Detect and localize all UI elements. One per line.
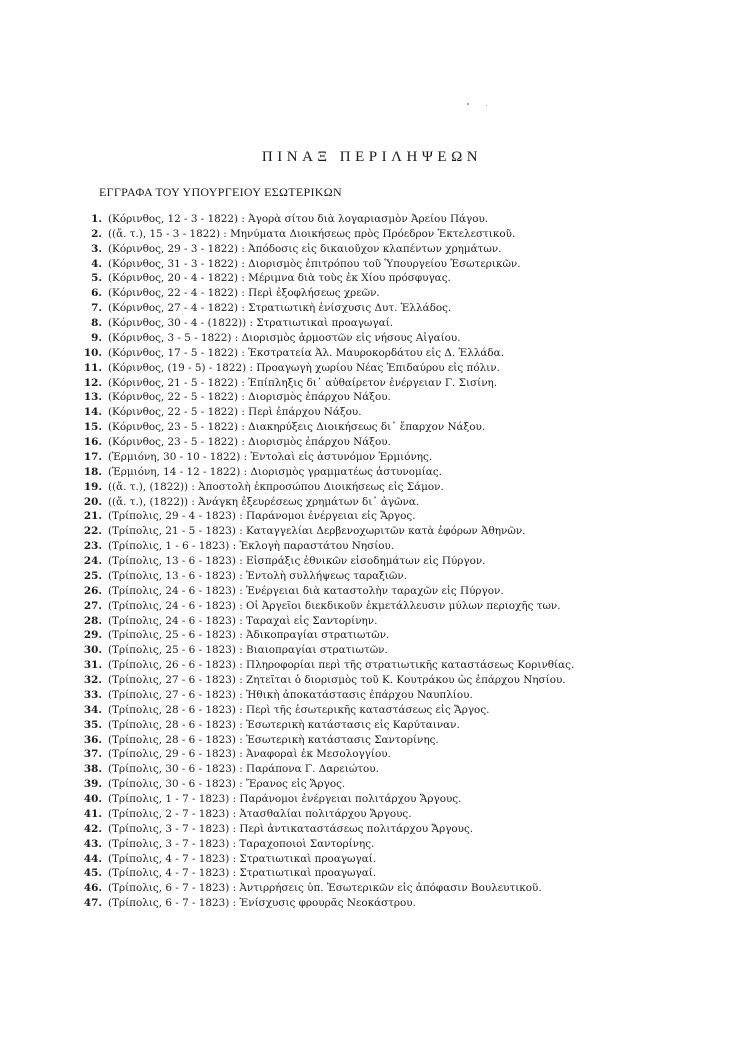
scan-speck xyxy=(486,105,487,106)
entry-summary: (Τρίπολις, 25 - 6 - 1823) : Ἀδικοπραγίαι στρατιωτῶν. xyxy=(108,629,390,642)
entry-number: 22. xyxy=(83,525,102,538)
entry-summary: (Τρίπολις, 26 - 6 - 1823) : Πληροφορίαι περὶ τῆς στρατιωτικῆς καταστάσεως Κορινθίας. xyxy=(108,659,575,672)
entry-summary: (Κόρινθος, 12 - 3 - 1822) : Ἀγορὰ σίτου διὰ λογαριασμὸν Ἀρείου Πάγου. xyxy=(108,212,489,225)
entry-summary: (Τρίπολις, 29 - 6 - 1823) : Ἀναφοραὶ ἐκ Μεσολογγίου. xyxy=(108,748,391,761)
entry-number: 7. xyxy=(91,302,102,315)
entry-summary: (Τρίπολις, 28 - 6 - 1823) : Περὶ τῆς ἐσωτερικῆς καταστάσεως εἰς Ἄργος. xyxy=(108,703,490,716)
list-item xyxy=(78,478,678,493)
list-item xyxy=(78,329,678,344)
page-title: ΠΙΝΑΞ ΠΕΡΙΛΗΨΕΩΝ xyxy=(261,149,483,165)
list-item xyxy=(78,850,678,865)
list-item xyxy=(78,865,678,880)
entry-number: 30. xyxy=(83,644,102,657)
entry-summary: (Τρίπολις, 4 - 7 - 1823) : Στρατιωτικαὶ προαγωγαί. xyxy=(108,867,377,880)
list-item xyxy=(78,671,678,686)
entry-summary: (Τρίπολις, 3 - 7 - 1823) : Περὶ ἀντικαταστάσεως πολιτάρχου Ἄργους. xyxy=(108,822,474,835)
entry-summary: (Τρίπολις, 13 - 6 - 1823) : Ἐντολὴ συλλήψεως ταραξιῶν. xyxy=(108,569,408,582)
entry-summary: (Ἑρμιόνη, 30 - 10 - 1822) : Ἐντολαὶ εἰς ἀστυνόμον Ἑρμιόνης. xyxy=(108,450,433,463)
list-item xyxy=(78,537,678,552)
entry-number: 27. xyxy=(83,599,102,612)
entry-number: 45. xyxy=(83,867,102,880)
entry-number: 46. xyxy=(83,882,102,895)
list-item xyxy=(78,240,678,255)
entry-number: 11. xyxy=(83,361,102,374)
list-item xyxy=(78,299,678,314)
entry-summary: (Τρίπολις, 4 - 7 - 1823) : Στρατιωτικαὶ προαγωγαί. xyxy=(108,852,377,865)
list-item xyxy=(78,760,678,775)
entry-summary: (Κόρινθος, 22 - 5 - 1822) : Περὶ ἐπάρχου Νάξου. xyxy=(108,406,362,419)
entry-summary: (Κόρινθος, 20 - 4 - 1822) : Μέριμνα διὰ τοὺς ἐκ Χίου πρόσφυγας. xyxy=(108,272,451,285)
entry-summary: (Κόρινθος, 22 - 5 - 1822) : Διορισμὸς ἐπάρχου Νάξου. xyxy=(108,391,391,404)
entry-number: 19. xyxy=(83,480,102,493)
entry-summary: (Τρίπολις, 27 - 6 - 1823) : Ζητεῖται ὁ διορισμὸς τοῦ Κ. Κουτράκου ὡς ἐπάρχου Νησίου. xyxy=(108,674,566,686)
entry-number: 4. xyxy=(91,257,102,270)
entry-number: 44. xyxy=(83,852,102,865)
entry-number: 5. xyxy=(91,272,102,285)
list-item xyxy=(78,835,678,850)
list-item xyxy=(78,641,678,656)
list-item xyxy=(78,508,678,523)
entry-summary: (Κόρινθος, 31 - 3 - 1822) : Διορισμὸς ἐπιτρόπου τοῦ Ὑπουργείου Ἐσωτερικῶν. xyxy=(108,257,521,270)
entry-summary: ((ἄ. τ.), (1822)) : Ἀποστολὴ ἐκπροσώπου Διοικήσεως εἰς Σάμον. xyxy=(108,480,444,493)
entry-summary: (Τρίπολις, 30 - 6 - 1823) : Ἔρανος εἰς Ἄργος. xyxy=(108,778,346,791)
section-heading: ΕΓΓΡΑΦΑ ΤΟΥ ΥΠΟΥΡΓΕΙΟΥ ΕΣΩΤΕΡΙΚΩΝ xyxy=(99,185,342,199)
list-item xyxy=(78,344,678,359)
entry-number: 3. xyxy=(91,242,102,255)
list-item xyxy=(78,448,678,463)
entry-summary: (Τρίπολις, 28 - 6 - 1823) : Ἐσωτερικὴ κατάστασις εἰς Καρύταιναν. xyxy=(108,718,460,731)
entry-number: 10. xyxy=(83,346,102,359)
list-item xyxy=(78,746,678,761)
entry-summary: (Κόρινθος, 22 - 4 - 1822) : Περὶ ἐξοφλήσεως χρεῶν. xyxy=(108,287,380,300)
entry-summary: (Τρίπολις, 30 - 6 - 1823) : Παράπονα Γ. Δαρειώτου. xyxy=(108,763,379,776)
list-item xyxy=(78,731,678,746)
entry-summary: ((ἄ. τ.), 15 - 3 - 1822) : Μηνύματα Διοικήσεως πρὸς Πρόεδρον Ἐκτελεστικοῦ. xyxy=(108,227,516,240)
entry-number: 36. xyxy=(83,733,102,746)
entry-number: 14. xyxy=(83,406,102,419)
list-item xyxy=(78,805,678,820)
list-item xyxy=(78,389,678,404)
list-item xyxy=(78,686,678,701)
entry-summary: (Τρίπολις, 1 - 7 - 1823) : Παράνομοι ἐνέργειαι πολιτάρχου Ἄργους. xyxy=(108,793,462,805)
entry-summary: (Τρίπολις, 29 - 4 - 1823) : Παράνομοι ἐνέργειαι εἰς Ἄργος. xyxy=(108,510,416,523)
list-item xyxy=(78,522,678,537)
entry-summary: (Τρίπολις, 6 - 7 - 1823) : Ἀντιρρήσεις ὑπ. Ἐσωτερικῶν εἰς ἀπόφασιν Βουλευτικοῦ. xyxy=(108,882,542,895)
entry-number: 1. xyxy=(91,212,102,225)
entry-number: 9. xyxy=(91,331,102,344)
entry-summary: (Τρίπολις, 21 - 5 - 1823) : Καταγγελίαι Δερβενοχωριτῶν κατὰ ἐφόρων Ἀθηνῶν. xyxy=(108,525,526,538)
list-item xyxy=(78,270,678,285)
entry-summary: (Τρίπολις, 3 - 7 - 1823) : Ταραχοποιοὶ Σαντορίνης. xyxy=(108,837,375,850)
entry-number: 33. xyxy=(83,688,102,701)
entry-summary: (Τρίπολις, 2 - 7 - 1823) : Ἀτασθαλίαι πολιτάρχου Ἄργους. xyxy=(108,807,412,820)
entry-number: 28. xyxy=(83,614,102,627)
entry-summary: (Τρίπολις, 24 - 6 - 1823) : Οἱ Ἀργεῖοι διεκδικοῦν ἐκμετάλλευσιν μύλων περιοχῆς των. xyxy=(108,599,561,612)
entry-summary: (Τρίπολις, 27 - 6 - 1823) : Ἠθικὴ ἀποκατάστασις ἐπάρχου Ναυπλίου. xyxy=(108,688,473,701)
list-item xyxy=(78,567,678,582)
list-item xyxy=(78,433,678,448)
entry-number: 41. xyxy=(83,807,102,820)
entry-number: 2. xyxy=(91,227,102,240)
entry-number: 29. xyxy=(83,629,102,642)
list-item xyxy=(78,493,678,508)
list-item xyxy=(78,374,678,389)
entry-number: 40. xyxy=(83,793,102,805)
entry-summary: (Τρίπολις, 25 - 6 - 1823) : Βιαιοπραγίαι στρατιωτῶν. xyxy=(108,644,388,657)
entry-number: 18. xyxy=(83,465,102,478)
entry-summary: (Τρίπολις, 24 - 6 - 1823) : Ἐνέργειαι διὰ καταστολὴν ταραχῶν εἰς Πύργον. xyxy=(108,584,504,597)
list-item xyxy=(78,284,678,299)
entry-summary: (Κόρινθος, 21 - 5 - 1822) : Ἐπίπληξις δι᾽ αὐθαίρετον ἐνέργειαν Γ. Σισίνη. xyxy=(108,376,498,389)
entry-number: 17. xyxy=(83,450,102,463)
entry-list xyxy=(78,210,678,909)
entry-number: 24. xyxy=(83,555,102,567)
entry-summary: ((ἄ. τ.), (1822)) : Ἀνάγκη ἐξευρέσεως χρημάτων δι᾽ ἀγῶνα. xyxy=(108,495,420,508)
list-item xyxy=(78,314,678,329)
entry-number: 38. xyxy=(83,763,102,776)
list-item xyxy=(78,716,678,731)
list-item xyxy=(78,463,678,478)
entry-number: 13. xyxy=(83,391,102,404)
list-item xyxy=(78,627,678,642)
entry-number: 32. xyxy=(83,674,102,686)
entry-summary: (Κόρινθος, 30 - 4 - (1822)) : Στρατιωτικαὶ προαγωγαί. xyxy=(108,317,394,329)
list-item xyxy=(78,701,678,716)
entry-summary: (Κόρινθος, 17 - 5 - 1822) : Ἐκστρατεία Ἀλ. Μαυροκορδάτου εἰς Δ. Ἑλλάδα. xyxy=(108,346,505,359)
list-item xyxy=(78,210,678,225)
entry-number: 37. xyxy=(83,748,102,761)
list-item xyxy=(78,225,678,240)
entry-number: 42. xyxy=(83,822,102,835)
entry-summary: (Τρίπολις, 24 - 6 - 1823) : Ταραχαὶ εἰς Σαντορίνην. xyxy=(108,614,378,627)
entry-number: 26. xyxy=(83,584,102,597)
list-item xyxy=(78,582,678,597)
entry-number: 21. xyxy=(83,510,102,523)
scan-speck xyxy=(467,103,469,105)
list-item xyxy=(78,820,678,835)
entry-number: 15. xyxy=(83,421,102,434)
list-item xyxy=(78,612,678,627)
entry-number: 35. xyxy=(83,718,102,731)
entry-number: 34. xyxy=(83,703,102,716)
entry-summary: (Κόρινθος, 27 - 4 - 1822) : Στρατιωτικὴ ἐνίσχυσις Δυτ. Ἑλλάδος. xyxy=(108,302,452,315)
entry-number: 43. xyxy=(83,837,102,850)
list-item xyxy=(78,775,678,790)
entry-number: 6. xyxy=(91,287,102,300)
entry-summary: (Τρίπολις, 1 - 6 - 1823) : Ἐκλογὴ παραστάτου Νησίου. xyxy=(108,540,395,553)
list-item xyxy=(78,597,678,612)
list-item xyxy=(78,418,678,433)
entry-summary: (Κόρινθος, 3 - 5 - 1822) : Διορισμὸς ἁρμοστῶν εἰς νήσους Αἰγαίου. xyxy=(108,331,461,344)
list-item xyxy=(78,255,678,270)
entry-summary: (Κόρινθος, 29 - 3 - 1822) : Ἀπόδοσις εἰς δικαιοῦχον κλαπέντων χρημάτων. xyxy=(108,242,502,255)
entry-number: 47. xyxy=(83,897,102,910)
list-item xyxy=(78,656,678,671)
entry-number: 20. xyxy=(83,495,102,508)
entry-number: 23. xyxy=(83,540,102,553)
entry-summary: (Τρίπολις, 28 - 6 - 1823) : Ἐσωτερικὴ κατάστασις Σαντορίνης. xyxy=(108,733,439,746)
entry-number: 12. xyxy=(83,376,102,389)
list-item xyxy=(78,359,678,374)
list-item xyxy=(78,879,678,894)
entry-number: 25. xyxy=(83,569,102,582)
entry-summary: (Κόρινθος, 23 - 5 - 1822) : Διορισμὸς ἐπάρχου Νάξου. xyxy=(108,436,391,448)
entry-number: 31. xyxy=(83,659,102,672)
entry-number: 16. xyxy=(83,436,102,448)
entry-summary: (Τρίπολις, 13 - 6 - 1823) : Εἰσπράξις ἐθνικῶν εἰσοδημάτων εἰς Πύργον. xyxy=(108,555,486,567)
entry-summary: (Ἑρμιόνη, 14 - 12 - 1822) : Διορισμὸς γραμματέως ἀστυνομίας. xyxy=(108,465,442,478)
entry-summary: (Κόρινθος, (19 - 5) - 1822) : Προαγωγὴ χωρίου Νέας Ἐπιδαύρου εἰς πόλιν. xyxy=(108,361,500,374)
list-item xyxy=(78,403,678,418)
entry-number: 39. xyxy=(83,778,102,791)
entry-summary: (Τρίπολις, 6 - 7 - 1823) : Ἐνίσχυσις φρουρᾶς Νεοκάστρου. xyxy=(108,897,416,910)
entry-number: 8. xyxy=(91,317,102,329)
list-item xyxy=(78,552,678,567)
entry-summary: (Κόρινθος, 23 - 5 - 1822) : Διακηρύξεις Διοικήσεως δι᾽ ἔπαρχον Νάξου. xyxy=(108,421,486,434)
list-item xyxy=(78,790,678,805)
list-item xyxy=(78,894,678,909)
